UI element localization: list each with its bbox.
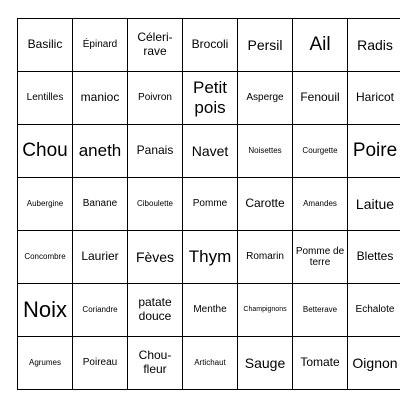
bingo-cell[interactable]: Persil xyxy=(238,19,293,72)
bingo-cell[interactable]: aneth xyxy=(73,125,128,178)
bingo-cell[interactable]: Amandes xyxy=(293,178,348,231)
bingo-cell[interactable]: Lentilles xyxy=(18,72,73,125)
bingo-cell[interactable]: Thym xyxy=(183,231,238,284)
bingo-cell[interactable]: Menthe xyxy=(183,284,238,337)
bingo-cell[interactable]: Chou-fleur xyxy=(128,337,183,390)
bingo-cell[interactable]: Coriandre xyxy=(73,284,128,337)
bingo-row xyxy=(18,178,400,231)
bingo-cell[interactable]: Pomme xyxy=(183,178,238,231)
bingo-cell[interactable]: Champignons xyxy=(238,284,293,337)
bingo-cell[interactable]: Haricot xyxy=(348,72,400,125)
bingo-cell[interactable]: Céleri-rave xyxy=(128,19,183,72)
bingo-cell[interactable]: Navet xyxy=(183,125,238,178)
bingo-cell[interactable]: Blettes xyxy=(348,231,400,284)
bingo-cell[interactable]: Panais xyxy=(128,125,183,178)
bingo-cell[interactable]: Betterave xyxy=(293,284,348,337)
bingo-cell[interactable]: Concombre xyxy=(18,231,73,284)
bingo-row xyxy=(18,125,400,178)
bingo-cell[interactable]: patate douce xyxy=(128,284,183,337)
bingo-cell[interactable]: Fèves xyxy=(128,231,183,284)
bingo-cell[interactable]: Aubergine xyxy=(18,178,73,231)
bingo-card-grid xyxy=(17,18,400,390)
bingo-cell[interactable]: Noisettes xyxy=(238,125,293,178)
bingo-cell[interactable]: Romarin xyxy=(238,231,293,284)
bingo-row xyxy=(18,231,400,284)
bingo-cell[interactable]: Artichaut xyxy=(183,337,238,390)
bingo-cell[interactable]: Agrumes xyxy=(18,337,73,390)
bingo-cell[interactable]: Brocoli xyxy=(183,19,238,72)
bingo-cell[interactable]: Courgette xyxy=(293,125,348,178)
bingo-row xyxy=(18,72,400,125)
bingo-cell[interactable]: Pomme de terre xyxy=(293,231,348,284)
bingo-cell[interactable]: Laurier xyxy=(73,231,128,284)
bingo-cell[interactable]: Noix xyxy=(18,284,73,337)
bingo-cell[interactable]: Poivron xyxy=(128,72,183,125)
bingo-cell[interactable]: Ail xyxy=(293,19,348,72)
bingo-cell[interactable]: Laitue xyxy=(348,178,400,231)
bingo-cell[interactable]: Oignon xyxy=(348,337,400,390)
bingo-cell[interactable]: Poireau xyxy=(73,337,128,390)
bingo-cell[interactable]: Fenouil xyxy=(293,72,348,125)
bingo-cell[interactable]: manioc xyxy=(73,72,128,125)
bingo-cell[interactable]: Poire xyxy=(348,125,400,178)
bingo-cell[interactable]: Tomate xyxy=(293,337,348,390)
bingo-cell[interactable]: Banane xyxy=(73,178,128,231)
bingo-cell[interactable]: Carotte xyxy=(238,178,293,231)
bingo-cell[interactable]: Petit pois xyxy=(183,72,238,125)
bingo-cell[interactable]: Épinard xyxy=(73,19,128,72)
bingo-row xyxy=(18,337,400,390)
bingo-cell[interactable]: Sauge xyxy=(238,337,293,390)
bingo-cell[interactable]: Basilic xyxy=(18,19,73,72)
bingo-row xyxy=(18,284,400,337)
bingo-cell[interactable]: Ciboulette xyxy=(128,178,183,231)
bingo-row xyxy=(18,19,400,72)
bingo-cell[interactable]: Radis xyxy=(348,19,400,72)
bingo-cell[interactable]: Chou xyxy=(18,125,73,178)
bingo-cell[interactable]: Echalote xyxy=(348,284,400,337)
bingo-cell[interactable]: Asperge xyxy=(238,72,293,125)
